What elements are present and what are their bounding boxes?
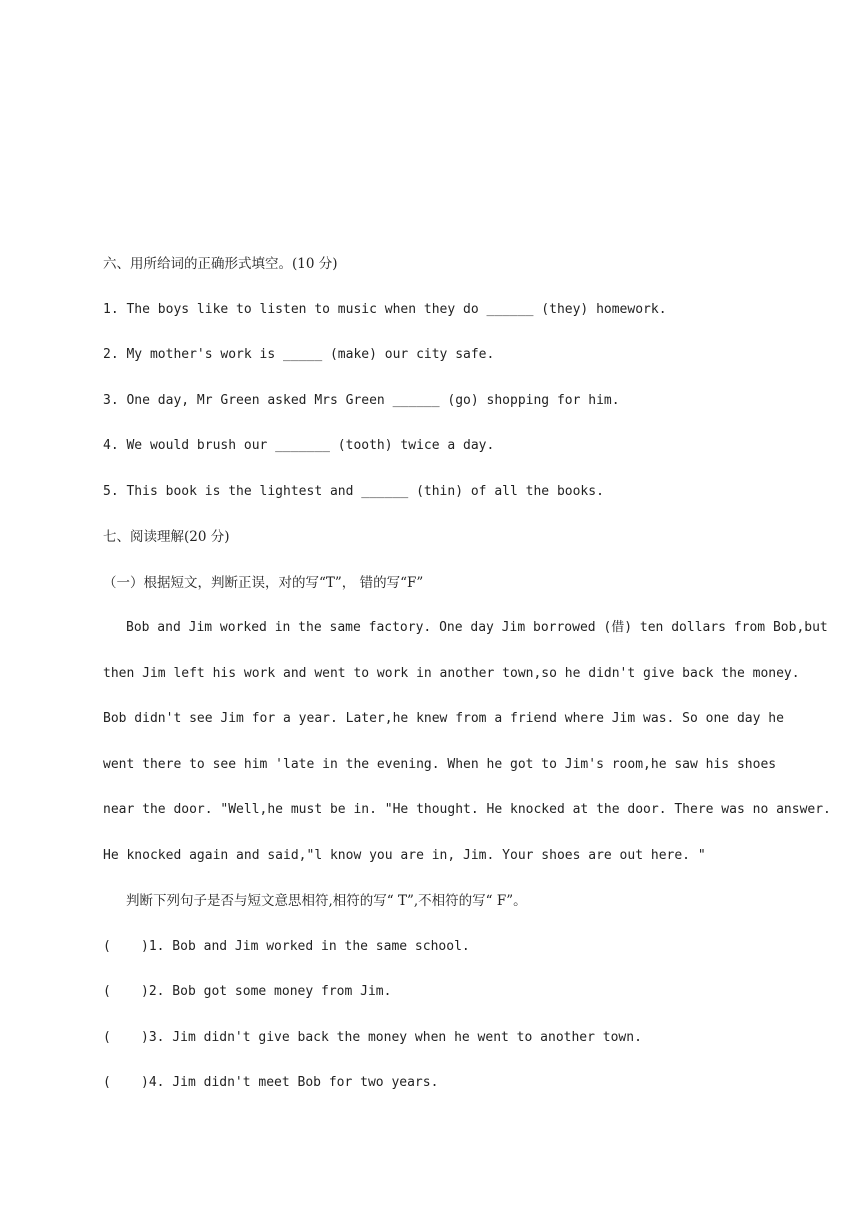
question-text: )3. Jim didn't give back the money when he went to another town. <box>141 1030 642 1045</box>
fill-blank-item-2: 2. My mother's work is _____ (make) our city safe. <box>103 347 495 362</box>
passage-line-6: He knocked again and said,"l know you are in, Jim. Your shoes are out here. " <box>103 848 706 863</box>
answer-bracket[interactable]: ( <box>103 939 111 954</box>
answer-bracket[interactable]: ( <box>103 1030 111 1045</box>
question-text: )4. Jim didn't meet Bob for two years. <box>141 1075 439 1090</box>
section-7-heading: 七、阅读理解(20 分) <box>103 529 230 545</box>
passage-line-3: Bob didn't see Jim for a year. Later,he knew from a friend where Jim was. So one day he <box>103 711 784 726</box>
question-text: )2. Bob got some money from Jim. <box>141 984 392 999</box>
fill-blank-item-4: 4. We would brush our _______ (tooth) twice a day. <box>103 438 495 453</box>
section-6-heading: 六、用所给词的正确形式填空。(10 分) <box>103 256 338 272</box>
question-1 <box>103 938 763 956</box>
passage-line-5: near the door. "Well,he must be in. "He thought. He knocked at the door. There was no answer. <box>103 802 831 817</box>
question-4 <box>103 1074 763 1092</box>
answer-bracket[interactable]: ( <box>103 1075 111 1090</box>
part-1-heading: （一）根据短文，判断正误，对的写“T”， 错的写“F” <box>103 575 424 591</box>
passage-line-4: went there to see him 'late in the evening. When he got to Jim's room,he saw his shoes <box>103 757 777 772</box>
question-text: )1. Bob and Jim worked in the same school. <box>141 939 470 954</box>
fill-blank-item-3: 3. One day, Mr Green asked Mrs Green ______ (go) shopping for him. <box>103 393 620 408</box>
passage-line-1: Bob and Jim worked in the same factory. One day Jim borrowed (借) ten dollars from Bob,but <box>126 620 828 635</box>
fill-blank-item-5: 5. This book is the lightest and ______ (thin) of all the books. <box>103 484 604 499</box>
fill-blank-item-1: 1. The boys like to listen to music when they do ______ (they) homework. <box>103 302 667 317</box>
passage-line-2: then Jim left his work and went to work in another town,so he didn't give back the money. <box>103 666 800 681</box>
answer-bracket[interactable]: ( <box>103 984 111 999</box>
question-2 <box>103 983 763 1001</box>
judgement-instruction: 判断下列句子是否与短文意思相符,相符的写“ T”,不相符的写“ F”。 <box>126 893 527 909</box>
question-3 <box>103 1029 763 1047</box>
